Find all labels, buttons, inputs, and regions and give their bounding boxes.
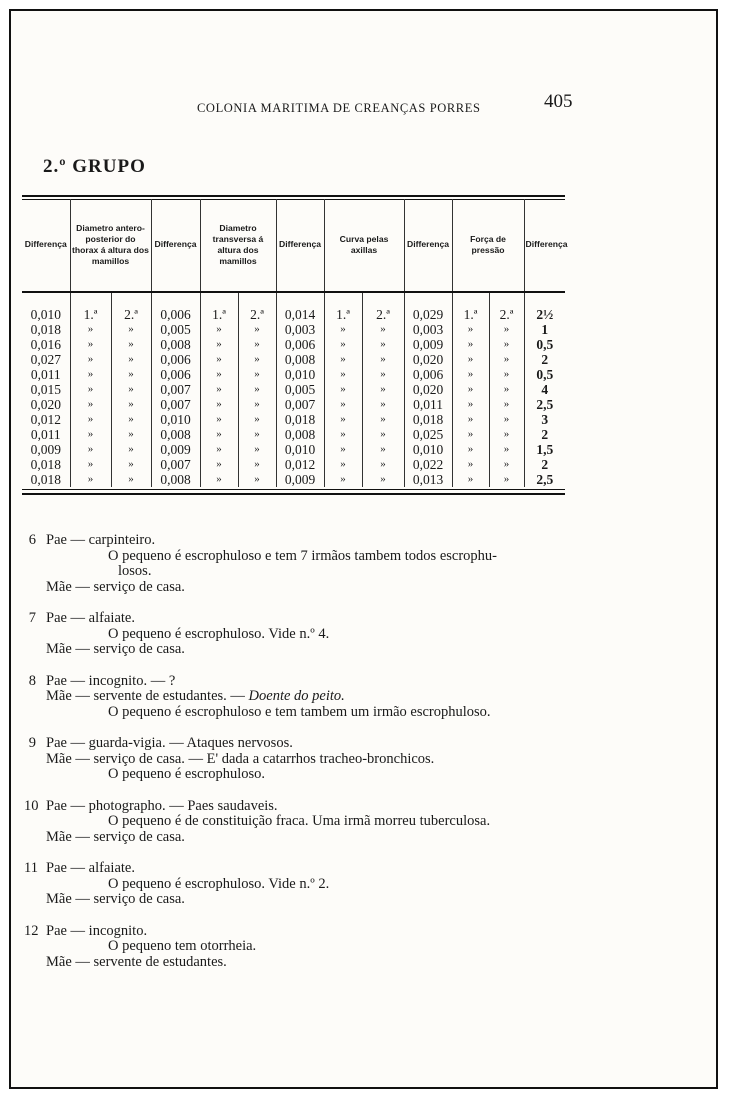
- table-cell: 0,006: [404, 367, 452, 382]
- table-cell: »: [362, 397, 404, 412]
- table-cell: »: [362, 472, 404, 487]
- table-cell: 0,018: [276, 412, 324, 427]
- case-number: 12: [24, 922, 39, 939]
- note-line: [24, 767, 584, 783]
- table-cell: »: [238, 367, 276, 382]
- note-line: [24, 736, 584, 752]
- table-cell: 0,010: [276, 442, 324, 457]
- table-cell: 2: [524, 352, 565, 367]
- table-cell: 0,012: [30, 412, 61, 427]
- case-notes: [24, 533, 584, 986]
- note-text: Mãe — serviço de casa.: [46, 891, 185, 907]
- case-note: [24, 533, 584, 595]
- table-cell: 0,018: [404, 412, 452, 427]
- table-cell: »: [489, 337, 524, 352]
- table-cell: 1.ª: [70, 292, 111, 322]
- table-cell: »: [200, 367, 238, 382]
- table-cell: 0,006: [151, 352, 200, 367]
- table-cell: 1.ª: [324, 292, 362, 322]
- note-text: O pequeno é escrophuloso. Vide n.º 2.: [108, 875, 330, 892]
- table-row: [22, 457, 565, 472]
- table-cell: »: [324, 367, 362, 382]
- case-note: [24, 674, 584, 721]
- table-cell: »: [70, 457, 111, 472]
- note-line: [24, 830, 584, 846]
- table-cell: »: [489, 442, 524, 457]
- note-line: [24, 689, 584, 705]
- table-cell: »: [452, 367, 489, 382]
- table-top-rule: [22, 195, 565, 197]
- table-cell: »: [489, 352, 524, 367]
- table-cell: 0,006: [151, 367, 200, 382]
- table-cell: »: [200, 472, 238, 487]
- table-cell: 0,020: [30, 397, 61, 412]
- table-cell: »: [70, 352, 111, 367]
- table-cell: 0,006: [151, 292, 200, 322]
- table-cell: »: [452, 427, 489, 442]
- table-cell: »: [324, 472, 362, 487]
- col-header: Differença: [404, 199, 452, 292]
- table-cell: 2,5: [524, 472, 565, 487]
- case-number: 10: [24, 797, 39, 814]
- table-cell: »: [200, 352, 238, 367]
- table-cell: »: [200, 382, 238, 397]
- col-header: Differença: [276, 199, 324, 292]
- table-cell: »: [70, 472, 111, 487]
- table-cell: »: [238, 472, 276, 487]
- table-cell: 0,012: [276, 457, 324, 472]
- table-cell: »: [324, 427, 362, 442]
- table-cell: 0,025: [404, 427, 452, 442]
- table-cell: 2.ª: [362, 292, 404, 322]
- table-cell: »: [238, 442, 276, 457]
- table-cell: »: [70, 337, 111, 352]
- note-text: O pequeno é escrophuloso. Vide n.º 4.: [108, 625, 330, 642]
- table-cell: »: [489, 397, 524, 412]
- table-cell: 0,005: [276, 382, 324, 397]
- note-text: Mãe — serviço de casa. — E' dada a catarrhos tracheo-bronchicos.: [46, 750, 435, 767]
- case-number: 9: [28, 735, 36, 751]
- note-line: [24, 580, 584, 596]
- col-header: Differença: [524, 199, 565, 292]
- col-header: Differença: [151, 199, 200, 292]
- table-cell: »: [362, 427, 404, 442]
- table-cell: »: [238, 412, 276, 427]
- table-row: [22, 472, 565, 487]
- table-cell: »: [200, 457, 238, 472]
- note-text: O pequeno tem otorrheia.: [108, 938, 257, 954]
- table-cell: 2.ª: [111, 292, 151, 322]
- note-line: [24, 611, 584, 627]
- table-cell: »: [489, 367, 524, 382]
- table-cell: »: [111, 442, 151, 457]
- table-cell: »: [362, 337, 404, 352]
- table-cell: »: [70, 382, 111, 397]
- table-cell: »: [70, 367, 111, 382]
- table-cell: »: [489, 457, 524, 472]
- note-text: Pae — incognito.: [46, 922, 148, 939]
- table-cell: 0,008: [276, 352, 324, 367]
- table-cell: 1: [524, 322, 565, 337]
- table-cell: »: [362, 367, 404, 382]
- table-cell: 0,008: [151, 472, 200, 487]
- table-cell: 3: [524, 412, 565, 427]
- note-text: Pae — alfaiate.: [46, 610, 135, 626]
- table-cell: »: [362, 412, 404, 427]
- table-cell: 0,007: [151, 457, 200, 472]
- table-cell: 0,005: [151, 322, 200, 337]
- table-cell: »: [111, 397, 151, 412]
- table-row: [22, 412, 565, 427]
- table-cell: »: [489, 382, 524, 397]
- case-note: [24, 861, 584, 908]
- note-line: [24, 549, 584, 565]
- note-text: O pequeno é escrophuloso e tem tambem um irmão escrophuloso.: [108, 703, 491, 720]
- table-cell: »: [362, 382, 404, 397]
- table-cell: »: [70, 412, 111, 427]
- table-cell: 1.ª: [452, 292, 489, 322]
- col-header: Curva pelas axillas: [324, 199, 404, 292]
- table-cell: »: [70, 442, 111, 457]
- table-cell: 0,022: [404, 457, 452, 472]
- table-cell: »: [200, 337, 238, 352]
- note-text: Pae — alfaiate.: [46, 860, 135, 876]
- table-cell: »: [362, 352, 404, 367]
- table-cell: 0,008: [276, 427, 324, 442]
- table-cell: »: [111, 427, 151, 442]
- table-cell: »: [111, 382, 151, 397]
- note-text: O pequeno é escrophuloso e tem 7 irmãos tambem todos escrophu-: [108, 547, 497, 564]
- table-cell: »: [111, 472, 151, 487]
- table-cell: »: [111, 457, 151, 472]
- table-cell: »: [452, 442, 489, 457]
- note-text: Pae — guarda-vigia. — Ataques nervosos.: [46, 735, 293, 751]
- table-row: [22, 367, 565, 382]
- table-cell: 2,5: [524, 397, 565, 412]
- table-cell: »: [324, 382, 362, 397]
- note-text: Pae — carpinteiro.: [46, 532, 156, 548]
- table-cell: 0,003: [276, 322, 324, 337]
- case-number: 7: [28, 610, 36, 626]
- table-cell: »: [111, 412, 151, 427]
- case-number: 8: [28, 672, 36, 689]
- table-row: [22, 442, 565, 457]
- table-cell: 0,018: [30, 322, 61, 337]
- table-cell: »: [200, 427, 238, 442]
- table-cell: »: [238, 322, 276, 337]
- table-cell: »: [238, 427, 276, 442]
- table-cell: 0,016: [30, 337, 61, 352]
- note-line: [24, 814, 584, 830]
- col-header: Força de pressão: [452, 199, 524, 292]
- table-cell: »: [489, 412, 524, 427]
- table-cell: 0,009: [276, 472, 324, 487]
- table-cell: »: [324, 322, 362, 337]
- table-cell: 0,029: [404, 292, 452, 322]
- table-cell: 0,020: [404, 352, 452, 367]
- section-title: 2.º GRUPO: [43, 156, 146, 177]
- table-cell: 0,009: [30, 442, 61, 457]
- page-number: 405: [544, 91, 573, 112]
- table-cell: »: [452, 412, 489, 427]
- table-cell: 0,027: [30, 352, 61, 367]
- table-cell: »: [324, 337, 362, 352]
- case-number: 6: [28, 532, 36, 548]
- table-cell: 0,011: [30, 367, 61, 382]
- table-cell: »: [489, 427, 524, 442]
- table-cell: »: [324, 412, 362, 427]
- table-cell: »: [452, 322, 489, 337]
- col-header: Differença: [22, 199, 70, 292]
- table-cell: »: [452, 457, 489, 472]
- table-cell: 2.ª: [238, 292, 276, 322]
- note-line: [24, 799, 584, 815]
- table-cell: 0,009: [151, 442, 200, 457]
- table-row: [22, 397, 565, 412]
- note-text: O pequeno é de constituição fraca. Uma irmã morreu tuberculosa.: [108, 813, 491, 829]
- table-cell: 0,018: [30, 457, 61, 472]
- table-cell: »: [452, 397, 489, 412]
- table-cell: 2: [524, 457, 565, 472]
- table-cell: 0,003: [404, 322, 452, 337]
- table-cell: 0,014: [276, 292, 324, 322]
- table-cell: 2.ª: [489, 292, 524, 322]
- measurement-table: [22, 199, 568, 487]
- case-note: [24, 611, 584, 658]
- table-cell: »: [238, 382, 276, 397]
- table-row: [22, 382, 565, 397]
- table-cell: »: [452, 337, 489, 352]
- table-cell: »: [489, 472, 524, 487]
- table-cell: »: [362, 442, 404, 457]
- note-emphasis: Doente do peito.: [248, 688, 345, 704]
- table-cell: 0,010: [151, 412, 200, 427]
- table-cell: »: [200, 442, 238, 457]
- table-cell: 0,010: [404, 442, 452, 457]
- table-bottom-rule: [22, 489, 565, 490]
- table-cell: »: [200, 322, 238, 337]
- note-text: Pae — incognito. — ?: [46, 672, 176, 689]
- table-cell: 0,010: [276, 367, 324, 382]
- table-cell: 0,006: [276, 337, 324, 352]
- table-cell: »: [70, 397, 111, 412]
- note-text: Mãe — serviço de casa.: [46, 828, 185, 845]
- table-row: [22, 292, 565, 322]
- note-line: [24, 627, 584, 643]
- table-cell: »: [111, 337, 151, 352]
- col-header: Diametro antero-posterior do thorax á altura dos mamillos: [70, 199, 151, 292]
- note-text: Mãe — servente de estudantes. —: [46, 688, 245, 704]
- table-cell: »: [452, 352, 489, 367]
- col-header: Diametro transversa á altura dos mamillos: [200, 199, 276, 292]
- table-cell: 0,007: [276, 397, 324, 412]
- note-line: [24, 705, 584, 721]
- table-cell: 0,5: [524, 337, 565, 352]
- table-cell: »: [324, 352, 362, 367]
- table-cell: »: [452, 382, 489, 397]
- table-cell: 4: [524, 382, 565, 397]
- note-text: Pae — photographo. — Paes saudaveis.: [46, 797, 278, 814]
- note-line: [24, 642, 584, 658]
- table-cell: 0,015: [30, 382, 61, 397]
- table-cell: 0,007: [151, 382, 200, 397]
- table-cell: »: [238, 337, 276, 352]
- note-line: [24, 564, 584, 580]
- table-cell: 2½: [524, 292, 565, 322]
- note-text: Mãe — serviço de casa.: [46, 641, 185, 657]
- note-text: Mãe — servente de estudantes.: [46, 953, 227, 970]
- table-cell: »: [111, 322, 151, 337]
- table-cell: »: [362, 457, 404, 472]
- table-cell: »: [111, 352, 151, 367]
- note-line: [24, 533, 584, 549]
- table-cell: »: [238, 397, 276, 412]
- table-cell: 0,5: [524, 367, 565, 382]
- table-cell: »: [324, 457, 362, 472]
- note-line: [24, 924, 584, 940]
- table-cell: »: [200, 397, 238, 412]
- table-cell: 0,008: [151, 427, 200, 442]
- note-text: losos.: [118, 563, 152, 579]
- table-cell: 0,011: [30, 427, 61, 442]
- table-bottom-rule-2: [22, 493, 565, 495]
- note-line: [24, 752, 584, 768]
- note-line: [24, 861, 584, 877]
- table-cell: »: [238, 352, 276, 367]
- case-note: [24, 924, 584, 971]
- table-cell: »: [70, 427, 111, 442]
- note-line: [24, 939, 584, 955]
- note-line: [24, 892, 584, 908]
- table-cell: 0,009: [404, 337, 452, 352]
- table-cell: 0,007: [151, 397, 200, 412]
- table-cell: 0,018: [30, 472, 61, 487]
- table-row: [22, 337, 565, 352]
- table-cell: »: [200, 412, 238, 427]
- note-text: Mãe — serviço de casa.: [46, 578, 185, 595]
- table-cell: 1,5: [524, 442, 565, 457]
- case-number: 11: [24, 860, 38, 876]
- table-cell: 2: [524, 427, 565, 442]
- note-line: [24, 877, 584, 893]
- case-note: [24, 736, 584, 783]
- table-cell: »: [70, 322, 111, 337]
- note-line: [24, 955, 584, 971]
- table-cell: 0,010: [30, 307, 61, 322]
- table-cell: 0,020: [404, 382, 452, 397]
- table-cell: »: [362, 322, 404, 337]
- table-cell: »: [111, 367, 151, 382]
- table-row: [22, 427, 565, 442]
- table-cell: 0,013: [404, 472, 452, 487]
- running-title: COLONIA MARITIMA DE CREANÇAS PORRES: [197, 101, 481, 115]
- table-cell: »: [452, 472, 489, 487]
- table-row: [22, 322, 565, 337]
- table-cell: 1.ª: [200, 292, 238, 322]
- table-row: [22, 352, 565, 367]
- table-cell: 0,008: [151, 337, 200, 352]
- table-cell: 0,011: [404, 397, 452, 412]
- table-cell: »: [238, 457, 276, 472]
- case-note: [24, 799, 584, 846]
- note-text: O pequeno é escrophuloso.: [108, 766, 266, 782]
- table-cell: »: [324, 442, 362, 457]
- table-cell: »: [324, 397, 362, 412]
- table-cell: »: [489, 322, 524, 337]
- note-line: [24, 674, 584, 690]
